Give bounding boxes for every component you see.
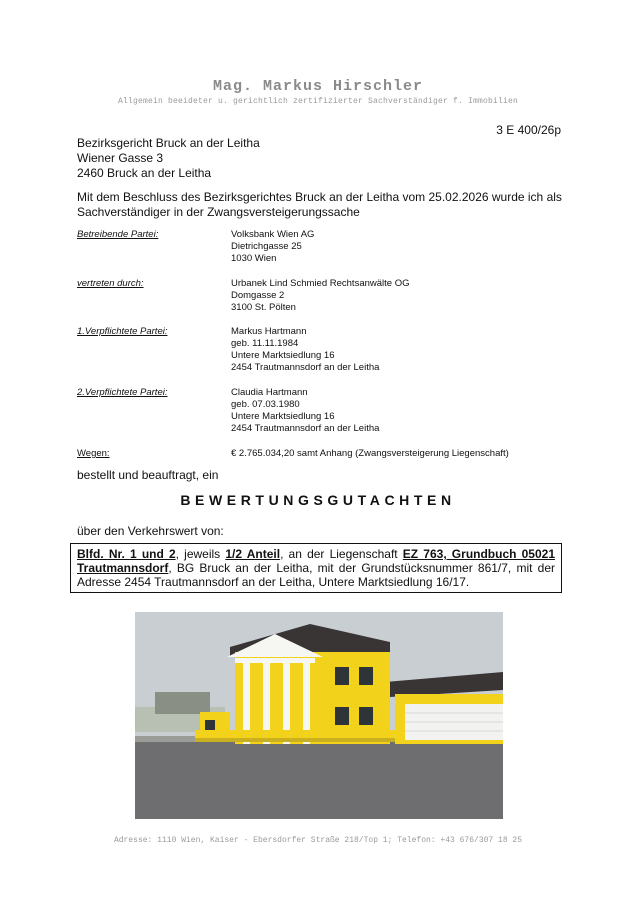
case-number: 3 E 400/26p <box>496 123 561 137</box>
party-label-vertreten: vertreten durch: <box>77 278 144 289</box>
party-line: Claudia Hartmann <box>231 387 308 398</box>
court-name: Bezirksgericht Bruck an der Leitha <box>77 136 260 150</box>
property-description-box <box>70 543 562 593</box>
party-line: 2454 Trautmannsdorf an der Leitha <box>231 362 380 373</box>
bestellt-text: bestellt und beauftragt, ein <box>77 468 219 482</box>
box-bold-ez: EZ 763, Grundbuch 05021 Trautmannsdorf <box>77 547 555 575</box>
party-value-betreibende <box>231 229 314 265</box>
box-text: , BG Bruck an der Leitha, mit der Grundstücksnummer 861/7, mit der Adresse 2454 Trautmannsdorf an der Leitha, Untere Marktsiedlung 16/17. <box>77 561 555 589</box>
party-line: geb. 07.03.1980 <box>231 399 300 410</box>
party-value-verpflichtete-2 <box>231 387 379 435</box>
party-line: Dietrichgasse 25 <box>231 241 302 252</box>
box-bold-blfd: Blfd. Nr. 1 und 2 <box>77 547 176 561</box>
letterhead-subtitle: Allgemein beeideter u. gerichtlich zertifizierter Sachverständiger f. Immobilien <box>117 97 519 106</box>
property-photo <box>135 612 503 819</box>
court-city: 2460 Bruck an der Leitha <box>77 166 212 180</box>
court-street: Wiener Gasse 3 <box>77 151 164 165</box>
box-text: , an der Liegenschaft <box>280 547 403 561</box>
wegen-value: € 2.765.034,20 samt Anhang (Zwangsversteigerung Liegenschaft) <box>231 448 509 459</box>
party-label-betreibende: Betreibende Partei: <box>77 229 159 240</box>
party-line: Untere Marktsiedlung 16 <box>231 411 335 422</box>
party-line: geb. 11.11.1984 <box>231 338 299 349</box>
party-label-verpflichtete-2: 2.Verpflichtete Partei: <box>77 387 168 398</box>
party-line: 1030 Wien <box>231 253 277 264</box>
party-line: Domgasse 2 <box>231 290 285 301</box>
party-line: Urbanek Lind Schmied Rechtsanwälte OG <box>231 278 410 289</box>
box-bold-anteil: 1/2 Anteil <box>225 547 281 561</box>
party-line: Untere Marktsiedlung 16 <box>231 350 335 361</box>
intro-paragraph: Mit dem Beschluss des Bezirksgerichtes Bruck an der Leitha vom 25.02.2026 wurde ich als Sachverständiger in der Zwangsversteigerungssache <box>77 190 562 219</box>
party-value-vertreten <box>231 278 409 314</box>
document-title: BEWERTUNGSGUTACHTEN <box>180 492 456 508</box>
box-text: , jeweils <box>175 547 226 561</box>
party-line: Markus Hartmann <box>231 326 307 337</box>
party-line: Volksbank Wien AG <box>231 229 315 240</box>
wegen-label: Wegen: <box>77 448 110 459</box>
party-line: 3100 St. Pölten <box>231 302 296 313</box>
party-label-verpflichtete-1: 1.Verpflichtete Partei: <box>77 326 168 337</box>
party-line: 2454 Trautmannsdorf an der Leitha <box>231 423 380 434</box>
ueber-text: über den Verkehrswert von: <box>77 524 224 538</box>
letterhead-name: Mag. Markus Hirschler <box>212 78 424 95</box>
house-photo-illustration <box>135 612 503 819</box>
footer-address: Adresse: 1110 Wien, Kaiser - Ebersdorfer Straße 218/Top 1; Telefon: +43 676/307 18 25 <box>113 836 523 845</box>
party-value-verpflichtete-1 <box>231 326 379 374</box>
